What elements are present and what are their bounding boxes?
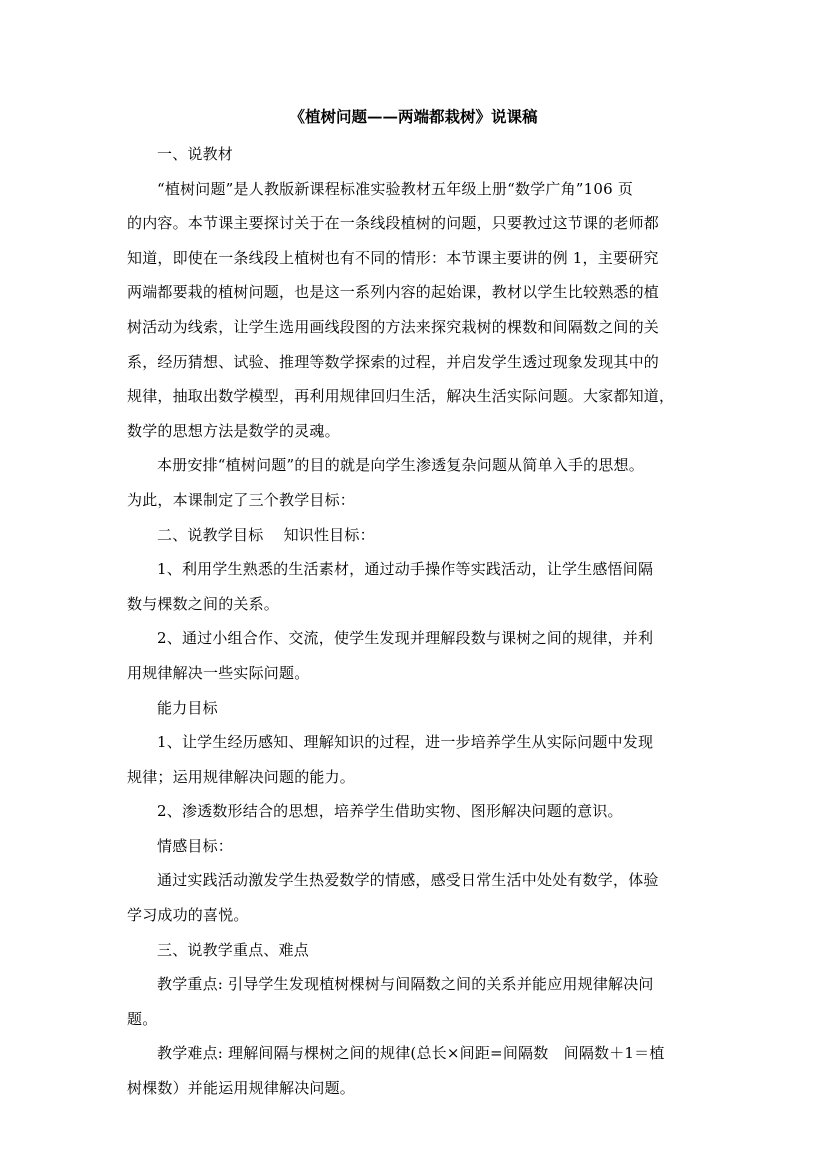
paragraph <box>127 691 717 726</box>
text-line: 一、说教材 <box>157 145 234 163</box>
paragraph <box>127 172 717 449</box>
text-line: 为此，本课制定了三个教学目标： <box>127 490 356 509</box>
text-line: 三、说教学重点、难点 <box>157 940 310 959</box>
paragraph <box>127 933 717 968</box>
text-line: 学习成功的喜悦。 <box>127 906 249 925</box>
paragraph <box>127 518 717 553</box>
text-line: 教学重点: 引导学生发现植树棵树与间隔数之间的关系并能应用规律解决问 <box>157 975 654 994</box>
paragraph <box>127 448 717 517</box>
text-line: 2、通过小组合作、交流，使学生发现并理解段数与课树之间的规律，并利 <box>157 629 654 648</box>
text-line: 二、说教学目标 知识性目标： <box>157 525 375 544</box>
text-line: 用规律解决一些实际问题。 <box>127 663 310 682</box>
text-line: 两端都要栽的植树问题，也是这一系列内容的起始课，教材以学生比较熟悉的植 <box>127 283 660 302</box>
text-line: “植树问题”是人教版新课程标准实验教材五年级上册“数学广角”106 页 <box>157 179 634 198</box>
text-line: 本册安排“植树问题”的目的就是向学生渗透复杂问题从简单入手的思想。 <box>157 456 644 475</box>
text-line: 的内容。本节课主要探讨关于在一条线段植树的问题，只要教过这节课的老师都 <box>127 214 660 233</box>
paragraph <box>127 794 717 829</box>
text-line: 2、渗透数形结合的思想，培养学生借助实物、图形解决问题的意识。 <box>157 802 623 821</box>
text-line: 规律；运用规律解决问题的能力。 <box>127 767 356 786</box>
text-line: 规律，抽取出数学模型，再利用规律回归生活，解决生活实际问题。大家都知道， <box>127 387 675 406</box>
paragraph <box>127 1036 717 1105</box>
text-line: 数与棵数之间的关系。 <box>127 594 280 613</box>
text-line: 系，经历猜想、试验、推理等数学探索的过程，并启发学生透过现象发现其中的 <box>127 352 660 371</box>
text-line: 情感目标： <box>157 836 234 855</box>
text-line: 教学难点: 理解间隔与棵树之间的规律(总长×间距=间隔数 间隔数＋1＝植 <box>157 1044 665 1063</box>
paragraph <box>127 621 717 690</box>
paragraph <box>127 967 717 1036</box>
paragraph <box>127 552 717 621</box>
text-line: 题。 <box>127 1009 158 1028</box>
document-title: 《植树问题——两端都栽树》说课稿 <box>289 107 538 126</box>
text-line: 知道，即使在一条线段上植树也有不同的情形：本节课主要讲的例 1，主要研究 <box>127 248 659 267</box>
text-line: 1、利用学生熟悉的生活素材，通过动手操作等实践活动，让学生感悟间隔 <box>157 560 654 579</box>
text-line: 树活动为线索，让学生选用画线段图的方法来探究栽树的棵数和间隔数之间的关 <box>127 317 660 336</box>
paragraph <box>127 863 717 932</box>
paragraph <box>127 137 717 172</box>
document-body <box>127 137 717 1106</box>
text-line: 1、让学生经历感知、理解知识的过程，进一步培养学生从实际问题中发现 <box>157 733 654 752</box>
text-line: 数学的思想方法是数学的灵魂。 <box>127 421 340 440</box>
text-line: 通过实践活动激发学生热爱数学的情感，感受日常生活中处处有数学，体验 <box>157 871 659 890</box>
text-line: 树棵数）并能运用规律解决问题。 <box>127 1079 356 1098</box>
paragraph <box>127 725 717 794</box>
paragraph <box>127 829 717 864</box>
text-line: 能力目标 <box>157 698 218 717</box>
